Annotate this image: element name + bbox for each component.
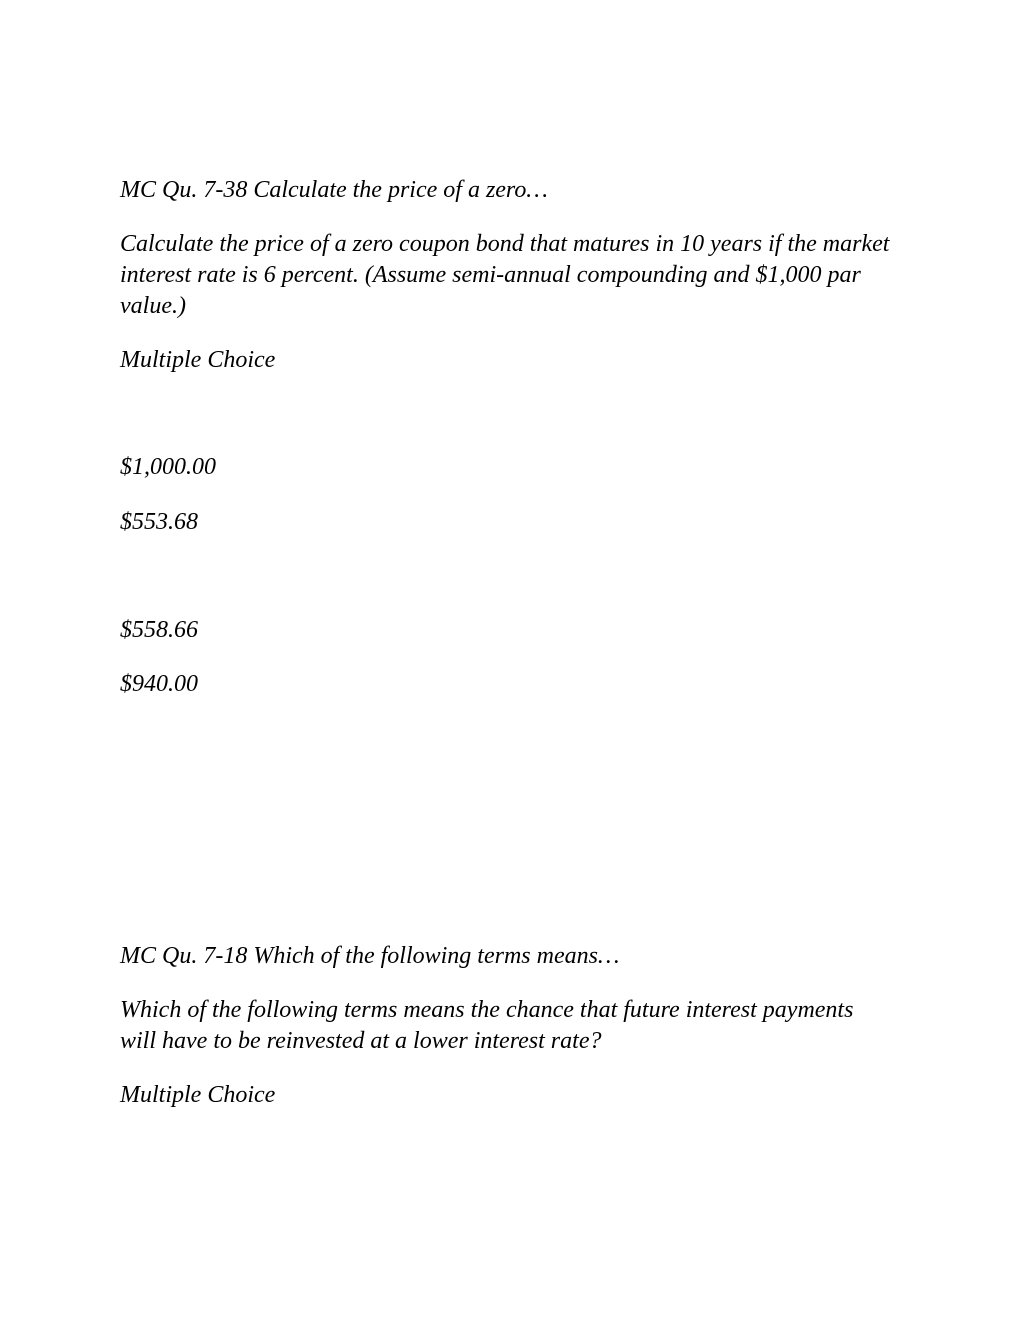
- question-1-choice-a: $1,000.00: [120, 454, 216, 480]
- question-2-type-label: Multiple Choice: [120, 1082, 276, 1108]
- question-1-choice-d: $940.00: [120, 671, 198, 697]
- question-1-prompt: Calculate the price of a zero coupon bond that matures in 10 years if the market interest rate is 6 percent. (Assume semi-annual compounding and $1,000 par value.): [120, 231, 890, 319]
- question-1-choice-c: $558.66: [120, 617, 198, 643]
- question-2-prompt: Which of the following terms means the chance that future interest payments will have to be reinvested at a lower interest rate?: [120, 997, 854, 1054]
- question-1-type-label: Multiple Choice: [120, 347, 276, 373]
- question-2-heading: MC Qu. 7-18 Which of the following terms means…: [120, 943, 620, 969]
- question-1-heading: MC Qu. 7-38 Calculate the price of a zero…: [120, 177, 548, 203]
- question-1-choice-b: $553.68: [120, 509, 198, 535]
